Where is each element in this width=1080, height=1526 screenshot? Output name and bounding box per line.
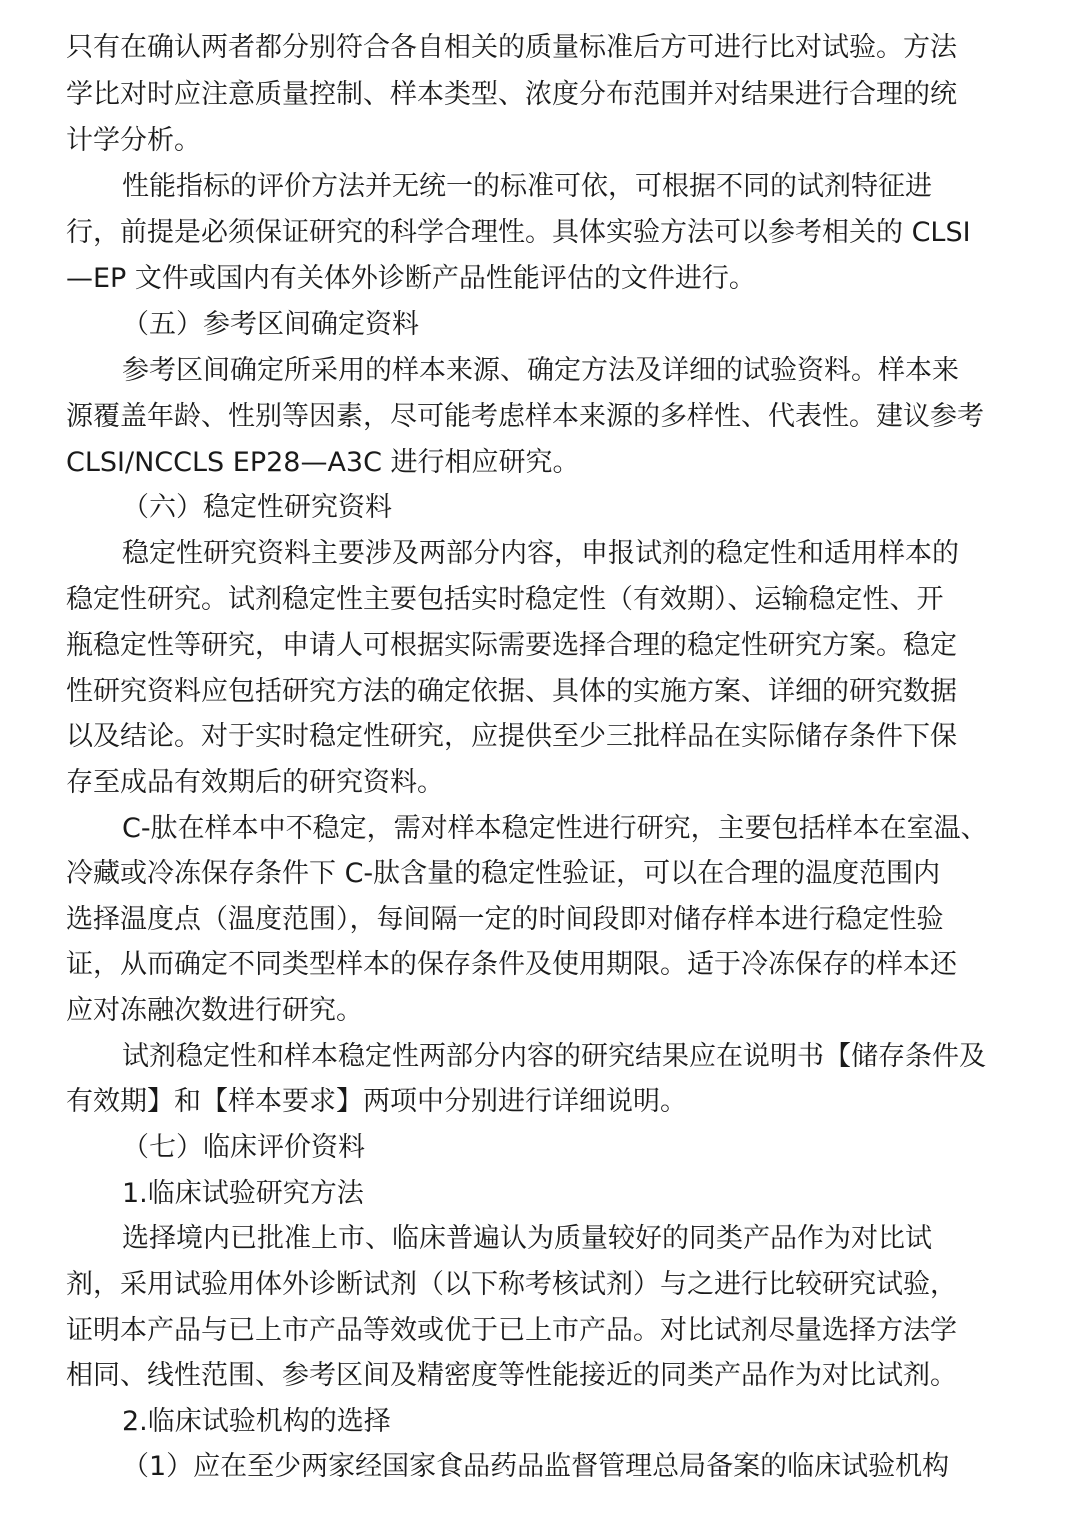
text-line: 只有在确认两者都分别符合各自相关的质量标准后方可进行比对试验。方法: [66, 32, 957, 63]
text-line: 有效期】和【样本要求】两项中分别进行详细说明。: [66, 1086, 687, 1117]
text-line: 证，从而确定不同类型样本的保存条件及使用期限。适于冷冻保存的样本还: [66, 949, 957, 980]
text-line: 行，前提是必须保证研究的科学合理性。具体实验方法可以参考相关的 CLSI: [66, 217, 971, 248]
text-line: 冷藏或冷冻保存条件下 C-肽含量的稳定性验证，可以在合理的温度范围内: [66, 858, 941, 889]
text-line: 学比对时应注意质量控制、样本类型、浓度分布范围并对结果进行合理的统: [66, 79, 957, 110]
text-line: 瓶稳定性等研究，申请人可根据实际需要选择合理的稳定性研究方案。稳定: [66, 630, 957, 661]
text-line: 剂，采用试验用体外诊断试剂（以下称考核试剂）与之进行比较研究试验，: [66, 1269, 957, 1300]
text-line: 相同、线性范围、参考区间及精密度等性能接近的同类产品作为对比试剂。: [66, 1360, 957, 1391]
text-line: 性能指标的评价方法并无统一的标准可依，可根据不同的试剂特征进: [122, 171, 932, 202]
text-line: 源覆盖年龄、性别等因素，尽可能考虑样本来源的多样性、代表性。建议参考: [66, 401, 984, 432]
text-line: 存至成品有效期后的研究资料。: [66, 767, 444, 798]
subsection-heading: 2.临床试验机构的选择: [122, 1406, 391, 1437]
text-line: 证明本产品与已上市产品等效或优于已上市产品。对比试剂尽量选择方法学: [66, 1315, 957, 1346]
text-line: 稳定性研究。试剂稳定性主要包括实时稳定性（有效期）、运输稳定性、开: [66, 584, 944, 615]
section-heading: （七）临床评价资料: [122, 1132, 365, 1163]
section-heading: （五）参考区间确定资料: [122, 309, 419, 340]
text-line: 性研究资料应包括研究方法的确定依据、具体的实施方案、详细的研究数据: [66, 676, 957, 707]
text-line: 稳定性研究资料主要涉及两部分内容，申报试剂的稳定性和适用样本的: [122, 538, 959, 569]
text-line: （1）应在至少两家经国家食品药品监督管理总局备案的临床试验机构: [122, 1451, 950, 1482]
text-line: 选择温度点（温度范围），每间隔一定的时间段即对储存样本进行稳定性验: [66, 904, 944, 935]
text-line: 参考区间确定所采用的样本来源、确定方法及详细的试验资料。样本来: [122, 355, 959, 386]
text-line: 以及结论。对于实时稳定性研究，应提供至少三批样品在实际储存条件下保: [66, 721, 957, 752]
text-line: —EP 文件或国内有关体外诊断产品性能评估的文件进行。: [66, 263, 756, 294]
text-line: 选择境内已批准上市、临床普遍认为质量较好的同类产品作为对比试: [122, 1223, 932, 1254]
text-line: CLSI/NCCLS EP28—A3C 进行相应研究。: [66, 447, 580, 478]
section-heading: （六）稳定性研究资料: [122, 492, 392, 523]
text-line: 应对冻融次数进行研究。: [66, 995, 363, 1026]
text-line: 试剂稳定性和样本稳定性两部分内容的研究结果应在说明书【储存条件及: [122, 1041, 986, 1072]
subsection-heading: 1.临床试验研究方法: [122, 1178, 364, 1209]
text-line: C-肽在样本中不稳定，需对样本稳定性进行研究，主要包括样本在室温、: [122, 813, 988, 844]
text-line: 计学分析。: [66, 125, 201, 156]
